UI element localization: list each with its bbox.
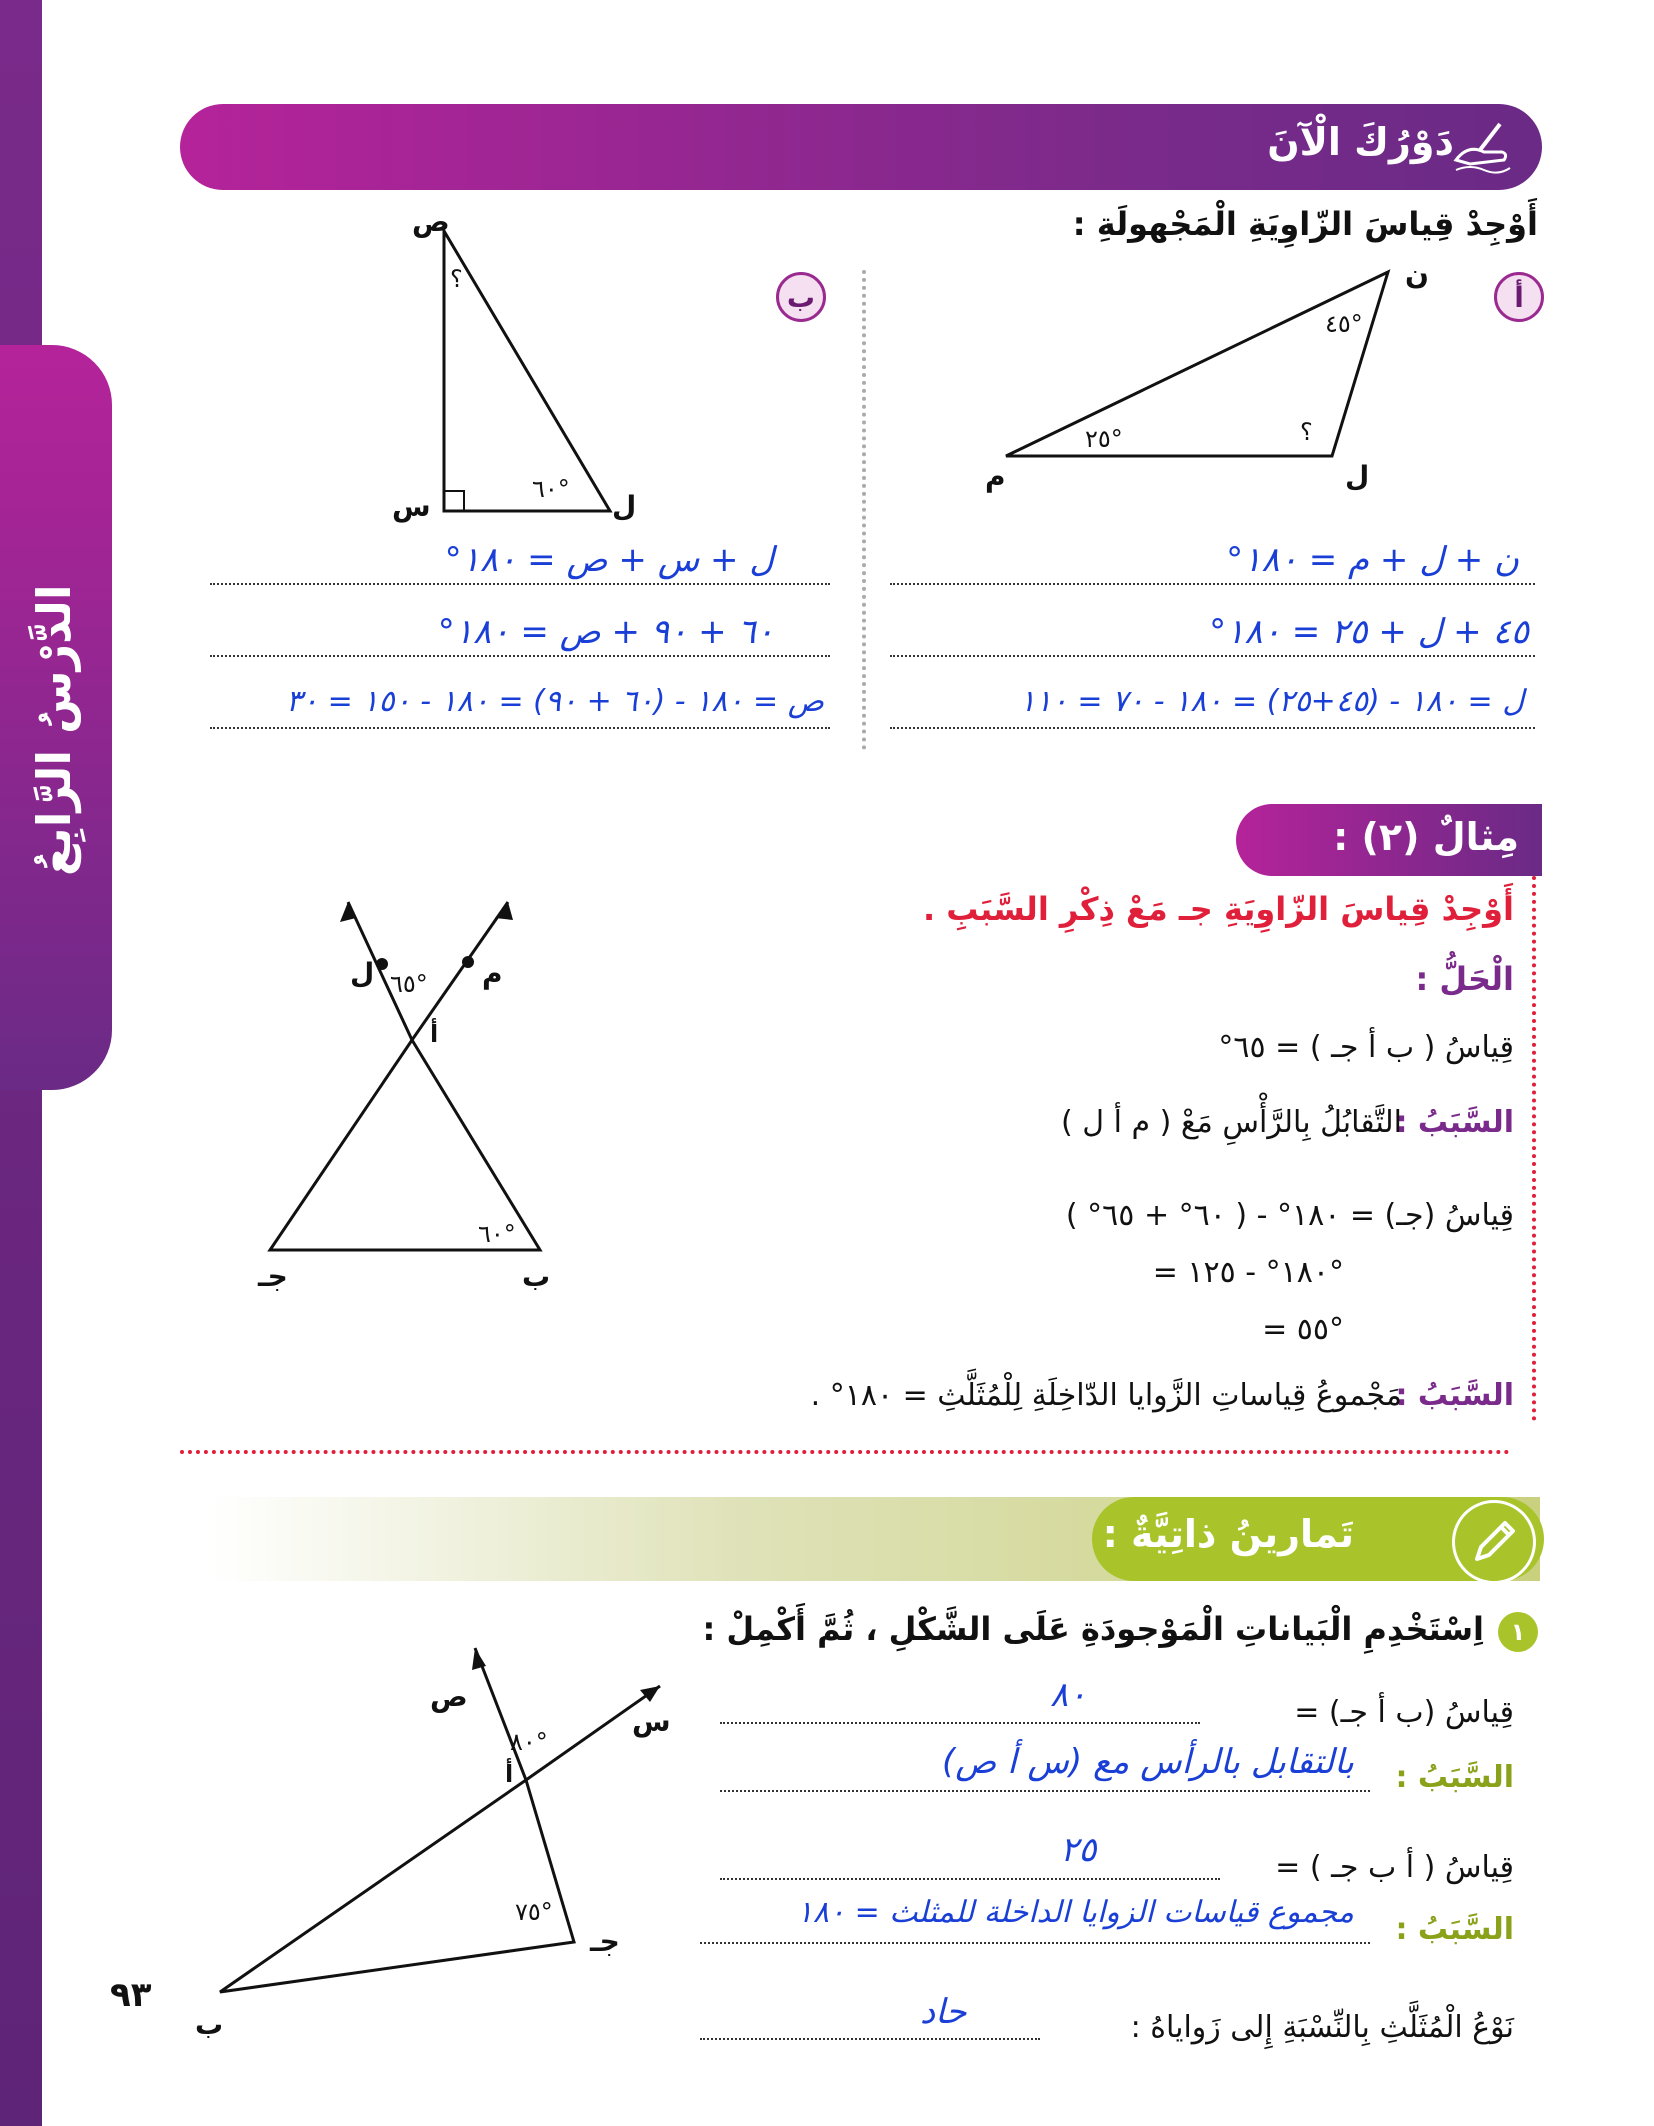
vertex-m-label-ex: م	[482, 957, 503, 990]
vertex-a-label-ex: أ	[430, 1020, 439, 1048]
answer-line[interactable]	[210, 727, 830, 729]
handwritten-answer: ٢٥	[1060, 1830, 1097, 1870]
example-border	[1532, 876, 1536, 1421]
handwritten-answer: ٤٥ + ل + ٢٥ = ١٨٠°	[1209, 612, 1529, 652]
part-a-badge: أ	[1494, 272, 1544, 322]
vertex-m-label: م	[985, 460, 1006, 493]
vertex-n-label: ن	[1405, 258, 1429, 291]
vertex-l-label-b: ل	[612, 490, 637, 523]
solution-line: = ٥٥°	[1262, 1312, 1344, 1347]
answer-line[interactable]	[720, 1878, 1220, 1880]
handwritten-answer: ل = ١٨٠ - (٤٥+٢٥) = ١٨٠ - ٧٠ = ١١٠	[1019, 684, 1524, 719]
vertex-j-label-ex: جـ	[258, 1260, 288, 1293]
row-label: قِياسُ ( أ ب جـ ) =	[1275, 1850, 1514, 1885]
question-title: أَوْجِدْ قِياسَ الزّاوِيَةِ الْمَجْهولَةِ :	[1072, 205, 1538, 243]
example-border	[180, 1450, 1510, 1454]
exercise-number: ١	[1498, 1612, 1538, 1652]
handwritten-answer: ن + ل + م = ١٨٠°	[1226, 540, 1519, 580]
reason-label: السَّبَبُ :	[1395, 1105, 1514, 1140]
vertex-s-label: س	[392, 490, 431, 523]
solution-line: مَجْموعُ قِياساتِ الزَّوايا الدّاخِلَةِ لِلْمُثَلَّثِ = ١٨٠° .	[810, 1378, 1402, 1413]
answer-line[interactable]	[890, 583, 1535, 585]
answer-line[interactable]	[700, 2038, 1040, 2040]
vertex-a-label-exer: أ	[505, 1760, 514, 1788]
angle-l-unknown: ؟	[1300, 418, 1313, 446]
handwritten-answer: بالتقابل بالرأس مع (س أ ص)	[941, 1742, 1354, 1782]
vertex-l-label: ل	[1345, 460, 1370, 493]
lesson-tab-label: الدَّرْسُ الرَّابِعُ	[27, 584, 81, 876]
answer-line[interactable]	[700, 1942, 1370, 1944]
your-turn-title: دَوْرُكَ الْآنَ	[1267, 120, 1454, 164]
reason-label: السَّبَبُ :	[1395, 1760, 1514, 1795]
angle-60-label: ٦٠°	[478, 1220, 516, 1248]
solution-line: التَّقابُلُ بِالرَّأْسِ مَعْ ( م أ ل )	[1061, 1105, 1402, 1140]
pencil-icon	[1452, 1500, 1536, 1584]
vertex-s-label-ex: س	[632, 1705, 671, 1738]
vertex-l-label-ex: ل	[350, 957, 375, 990]
solution-line: قِياسُ (جـ) = ١٨٠° - ( ٦٠° + ٦٥° )	[1065, 1198, 1514, 1233]
answer-line[interactable]	[890, 727, 1535, 729]
angle-l-b-label: ٦٠°	[532, 475, 570, 503]
solution-line: = ١٨٠° - ١٢٥°	[1152, 1255, 1344, 1290]
answer-line[interactable]	[890, 655, 1535, 657]
answer-line[interactable]	[720, 1722, 1200, 1724]
handwritten-answer: ٦٠ + ٩٠ + ص = ١٨٠°	[437, 612, 774, 652]
answer-line[interactable]	[210, 583, 830, 585]
columns-divider	[862, 270, 866, 750]
example-triangle-figure	[240, 880, 570, 1270]
angle-n-label: ٤٥°	[1325, 310, 1363, 338]
angle-65-label: ٦٥°	[390, 970, 428, 998]
page-number: ٩٣	[110, 1975, 152, 2015]
vertex-b-label-ex: ب	[522, 1260, 551, 1293]
vertex-b-label-exer: ب	[195, 2008, 224, 2041]
handwritten-answer: ٨٠	[1050, 1675, 1087, 1715]
solution-label: الْحَلُّ :	[1415, 960, 1514, 998]
angle-m-label: ٢٥°	[1085, 425, 1123, 453]
example-question: أَوْجِدْ قِياسَ الزّاوِيَةِ جـ مَعْ ذِكْرِ السَّبَبِ .	[923, 890, 1514, 928]
handwritten-answer: ص = ١٨٠ - (٦٠ + ٩٠) = ١٨٠ - ١٥٠ = ٣٠	[285, 684, 824, 719]
exercise-instruction: اِسْتَخْدِمِ الْبَياناتِ الْمَوْجودَةِ عَلَى الشَّكْلِ ، ثُمَّ أَكْمِلْ :	[702, 1610, 1484, 1648]
example-title: مِثالٌ (٢) :	[1333, 815, 1519, 859]
angle-top-unknown: ؟	[450, 265, 463, 293]
handwritten-answer: حاد	[920, 1992, 967, 2032]
answer-line[interactable]	[210, 655, 830, 657]
part-b-badge: ب	[776, 272, 826, 322]
handwritten-answer: ل + س + ص = ١٨٠°	[444, 540, 774, 580]
vertex-s-top-label-ex: ص	[430, 1680, 468, 1713]
vertex-s-top-label: ص	[412, 205, 450, 238]
hand-writing-icon	[1450, 114, 1514, 178]
solution-line: قِياسُ ( ب أ جـ ) = ٦٥°	[1218, 1030, 1514, 1065]
angle-75-label: ٧٥°	[515, 1898, 553, 1926]
row-label: قِياسُ (ب أ جـ) =	[1294, 1695, 1514, 1730]
reason-label: السَّبَبُ :	[1395, 1912, 1514, 1947]
handwritten-answer: مجموع قياسات الزوايا الداخلة للمثلث = ١٨٠	[796, 1895, 1354, 1930]
exercises-title: تَمارينُ ذاتِيَّةٌ :	[1102, 1512, 1354, 1556]
angle-80-label: ٨٠°	[510, 1728, 548, 1756]
reason-label: السَّبَبُ :	[1395, 1378, 1514, 1413]
row-label: نَوْعُ الْمُثَلَّثِ بِالنِّسْبَةِ إِلى زَواياهُ :	[1130, 2010, 1514, 2045]
answer-line[interactable]	[720, 1790, 1370, 1792]
vertex-j-label-exer: جـ	[590, 1925, 620, 1958]
